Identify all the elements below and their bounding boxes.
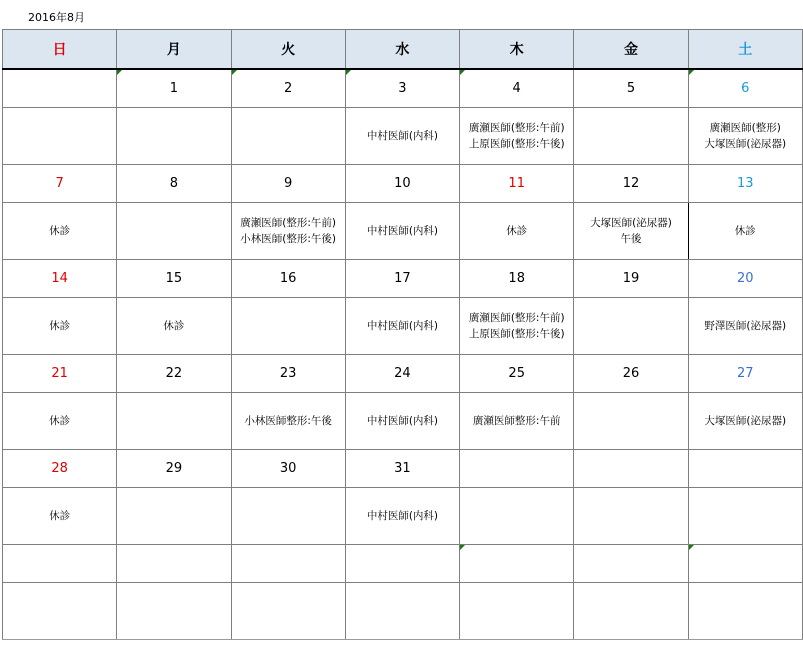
note-cell-sat[interactable] — [688, 203, 802, 260]
date-cell-sun[interactable]: 21 — [3, 355, 117, 393]
date-cell-sat[interactable]: 27 — [688, 355, 802, 393]
schedule-entry: 小林医師整形:午後 — [244, 415, 332, 427]
note-cell-tue[interactable] — [231, 583, 345, 640]
date-cell-fri[interactable]: 5 — [574, 69, 688, 108]
note-cell-fri[interactable] — [574, 488, 688, 545]
note-cell-wed[interactable] — [345, 393, 459, 450]
date-cell-sun[interactable] — [3, 545, 117, 583]
note-cell-mon[interactable] — [117, 393, 231, 450]
note-row — [3, 583, 803, 640]
note-cell-fri[interactable] — [574, 203, 688, 260]
schedule-entry: 大塚医師(泌尿器) — [590, 217, 672, 229]
date-cell-sat[interactable]: 6 — [688, 69, 802, 108]
schedule-entry: 休診 — [49, 320, 71, 332]
schedule-entry: 大塚医師(泌尿器) — [704, 415, 787, 427]
date-cell-sun[interactable] — [3, 69, 117, 108]
date-cell-wed[interactable] — [345, 545, 459, 583]
note-cell-thu[interactable] — [460, 488, 574, 545]
schedule-entry: 廣瀬医師整形:午前 — [472, 415, 561, 427]
note-cell-tue[interactable] — [231, 298, 345, 355]
schedule-entry: 廣瀬医師(整形:午前) — [240, 217, 337, 229]
schedule-entry: 中村医師(内科) — [366, 415, 439, 427]
date-cell-thu[interactable] — [460, 450, 574, 488]
date-cell-tue[interactable]: 23 — [231, 355, 345, 393]
date-cell-sat[interactable]: 13 — [688, 165, 802, 203]
date-row — [3, 260, 803, 298]
note-row — [3, 203, 803, 260]
schedule-entry: 中村医師(内科) — [366, 225, 439, 237]
note-row — [3, 488, 803, 545]
note-cell-tue[interactable] — [231, 488, 345, 545]
date-cell-sun[interactable]: 28 — [3, 450, 117, 488]
weekday-mon: 月 — [117, 30, 231, 70]
schedule-entry: 午後 — [620, 233, 642, 245]
note-cell-thu[interactable] — [460, 298, 574, 355]
note-cell-sat[interactable] — [688, 583, 802, 640]
weekday-wed: 水 — [345, 30, 459, 70]
note-cell-thu[interactable] — [460, 108, 574, 165]
schedule-entry: 上原医師(整形:午後) — [468, 328, 565, 340]
note-cell-mon[interactable] — [117, 203, 231, 260]
note-cell-thu[interactable] — [460, 203, 574, 260]
date-cell-wed[interactable]: 10 — [345, 165, 459, 203]
schedule-entry: 上原医師(整形:午後) — [468, 138, 565, 150]
note-cell-wed[interactable] — [345, 203, 459, 260]
note-cell-sun[interactable] — [3, 583, 117, 640]
date-cell-fri[interactable]: 26 — [574, 355, 688, 393]
note-cell-mon[interactable] — [117, 298, 231, 355]
note-cell-mon[interactable] — [117, 488, 231, 545]
date-row — [3, 545, 803, 583]
note-cell-tue[interactable] — [231, 393, 345, 450]
date-cell-tue[interactable]: 9 — [231, 165, 345, 203]
schedule-entry: 大塚医師(泌尿器) — [704, 138, 787, 150]
date-cell-thu[interactable]: 18 — [460, 260, 574, 298]
note-cell-sat[interactable] — [688, 298, 802, 355]
date-cell-mon[interactable] — [117, 545, 231, 583]
note-cell-sun[interactable] — [3, 203, 117, 260]
date-cell-sat[interactable]: 20 — [688, 260, 802, 298]
date-cell-wed[interactable]: 31 — [345, 450, 459, 488]
date-cell-wed[interactable]: 24 — [345, 355, 459, 393]
note-cell-sat[interactable] — [688, 393, 802, 450]
date-row — [3, 450, 803, 488]
note-row — [3, 108, 803, 165]
note-cell-mon[interactable] — [117, 583, 231, 640]
note-cell-tue[interactable] — [231, 203, 345, 260]
schedule-entry: 廣瀬医師(整形) — [709, 122, 781, 134]
note-cell-fri[interactable] — [574, 393, 688, 450]
note-cell-thu[interactable] — [460, 583, 574, 640]
date-cell-thu[interactable]: 25 — [460, 355, 574, 393]
date-cell-fri[interactable] — [574, 450, 688, 488]
schedule-entry: 休診 — [506, 225, 528, 237]
date-cell-mon[interactable]: 22 — [117, 355, 231, 393]
date-row — [3, 69, 803, 108]
schedule-entry: 休診 — [163, 320, 185, 332]
note-cell-sat[interactable] — [688, 108, 802, 165]
date-cell-mon[interactable]: 1 — [117, 69, 231, 108]
schedule-entry: 休診 — [734, 225, 756, 237]
note-cell-fri[interactable] — [574, 298, 688, 355]
note-cell-sun[interactable] — [3, 393, 117, 450]
calendar-grid — [2, 29, 803, 640]
date-cell-mon[interactable]: 29 — [117, 450, 231, 488]
date-row — [3, 355, 803, 393]
date-cell-wed[interactable]: 17 — [345, 260, 459, 298]
weekday-tue: 火 — [231, 30, 345, 70]
date-cell-thu[interactable] — [460, 545, 574, 583]
schedule-entry: 廣瀬医師(整形:午前) — [468, 122, 565, 134]
calendar-title: 2016年8月 — [28, 11, 85, 24]
date-cell-thu[interactable]: 4 — [460, 69, 574, 108]
note-row — [3, 393, 803, 450]
date-cell-tue[interactable]: 16 — [231, 260, 345, 298]
note-cell-fri[interactable] — [574, 583, 688, 640]
date-cell-sun[interactable]: 14 — [3, 260, 117, 298]
weekday-fri: 金 — [574, 30, 688, 70]
date-cell-fri[interactable]: 19 — [574, 260, 688, 298]
schedule-entry: 廣瀬医師(整形:午前) — [468, 312, 565, 324]
weekday-sat: 土 — [688, 30, 802, 70]
schedule-entry: 休診 — [49, 415, 71, 427]
schedule-entry: 野澤医師(泌尿器) — [704, 320, 787, 332]
date-row — [3, 165, 803, 203]
date-cell-tue[interactable] — [231, 545, 345, 583]
schedule-entry: 中村医師(内科) — [366, 510, 439, 522]
date-cell-wed[interactable]: 3 — [345, 69, 459, 108]
date-cell-sat[interactable] — [688, 545, 802, 583]
note-cell-tue[interactable] — [231, 108, 345, 165]
note-cell-wed[interactable] — [345, 298, 459, 355]
date-cell-sat[interactable] — [688, 450, 802, 488]
schedule-entry: 小林医師(整形:午後) — [240, 233, 337, 245]
date-cell-thu[interactable]: 11 — [460, 165, 574, 203]
date-cell-tue[interactable]: 30 — [231, 450, 345, 488]
note-cell-sun[interactable] — [3, 488, 117, 545]
date-cell-sun[interactable]: 7 — [3, 165, 117, 203]
weekday-sun: 日 — [3, 30, 117, 70]
note-cell-thu[interactable] — [460, 393, 574, 450]
note-cell-fri[interactable] — [574, 108, 688, 165]
date-cell-fri[interactable] — [574, 545, 688, 583]
note-row — [3, 298, 803, 355]
note-cell-sun[interactable] — [3, 108, 117, 165]
note-cell-sun[interactable] — [3, 298, 117, 355]
weekday-header-row — [3, 30, 803, 70]
schedule-entry: 休診 — [49, 225, 71, 237]
note-cell-sat[interactable] — [688, 488, 802, 545]
schedule-entry: 中村医師(内科) — [366, 320, 439, 332]
weekday-thu: 木 — [460, 30, 574, 70]
note-cell-wed[interactable] — [345, 583, 459, 640]
date-cell-fri[interactable]: 12 — [574, 165, 688, 203]
date-cell-mon[interactable]: 15 — [117, 260, 231, 298]
note-cell-wed[interactable] — [345, 108, 459, 165]
schedule-entry: 休診 — [49, 510, 71, 522]
date-cell-mon[interactable]: 8 — [117, 165, 231, 203]
note-cell-mon[interactable] — [117, 108, 231, 165]
date-cell-tue[interactable]: 2 — [231, 69, 345, 108]
schedule-entry: 中村医師(内科) — [366, 130, 439, 142]
note-cell-wed[interactable] — [345, 488, 459, 545]
